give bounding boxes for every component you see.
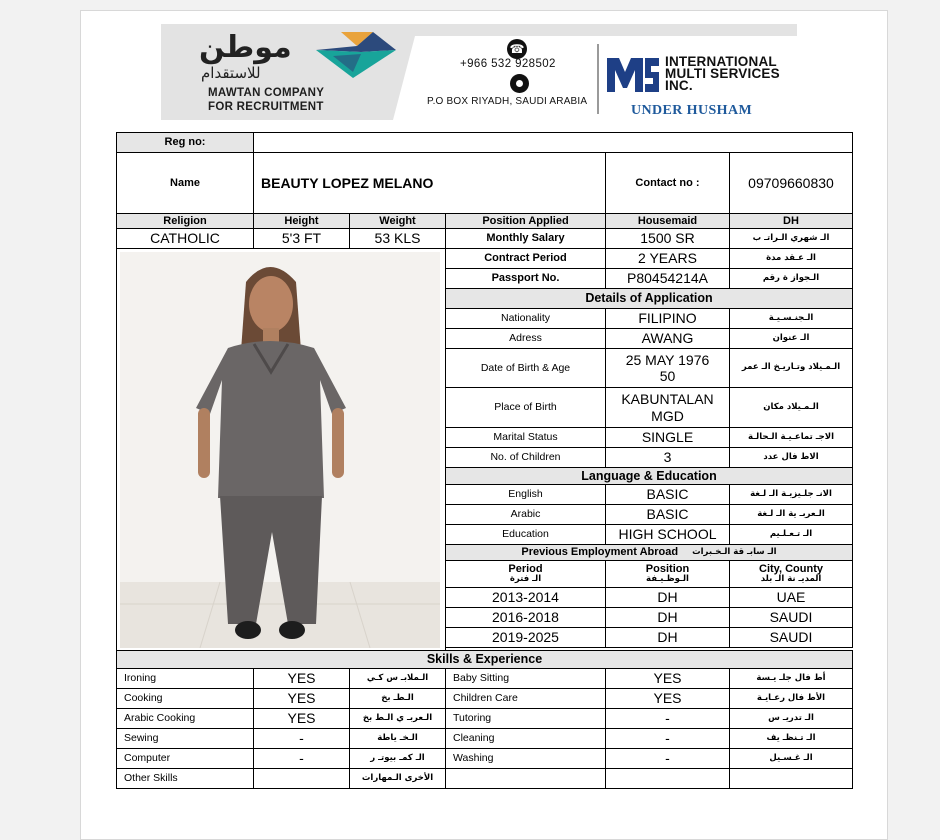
city-header-arabic: المديـ نة الـ بلد xyxy=(760,574,822,585)
english-arabic: الانـ جلـيزيـة الـ لـغة xyxy=(729,484,853,505)
passport-arabic: الـجواز ة رقم xyxy=(729,268,853,289)
skill-arabic: الـخـ ياطة xyxy=(349,728,446,749)
employment-period-header xyxy=(445,560,606,588)
applicant-photo xyxy=(120,252,440,648)
height-header: Height xyxy=(253,213,350,229)
employment-title: Previous Employment Abroad xyxy=(521,546,679,559)
birthplace-line1: KABUNTALAN xyxy=(621,391,714,408)
employment-title-arabic: الـ سابـ قة الـخـبرات xyxy=(692,546,777,557)
children-label: No. of Children xyxy=(445,447,606,468)
passport-value: P80454214A xyxy=(605,268,730,289)
skill-label: Cooking xyxy=(116,688,254,709)
position-code: DH xyxy=(729,213,853,229)
skill-label: Computer xyxy=(116,748,254,769)
position-value: Housemaid xyxy=(605,213,730,229)
nationality-value: FILIPINO xyxy=(605,308,730,329)
ims-line3: INC. xyxy=(665,78,693,93)
employment-position: DH xyxy=(605,627,730,648)
skill-label: Ironing xyxy=(116,668,254,689)
skill-label: Washing xyxy=(445,748,606,769)
name-label: Name xyxy=(116,152,254,214)
children-arabic: الاط فال عدد xyxy=(729,447,853,468)
arabic-logo-subtext: للاستقدام xyxy=(201,64,261,82)
name-value: BEAUTY LOPEZ MELANO xyxy=(253,152,606,214)
arabic-logo-text: موطن xyxy=(199,30,292,65)
dob-label: Date of Birth & Age xyxy=(445,348,606,388)
employment-position-header xyxy=(605,560,730,588)
skill-value: - xyxy=(605,728,730,749)
dob-date: 25 MAY 1976 xyxy=(625,351,710,368)
skill-arabic: الـ كمـ بيوتـ ر xyxy=(349,748,446,769)
skill-arabic: الـعربـ ي الـط بخ xyxy=(349,708,446,729)
skill-arabic: الـ تدريـ س xyxy=(729,708,853,729)
employment-city: SAUDI xyxy=(729,607,853,628)
weight-value: 53 KLS xyxy=(349,228,446,249)
skill-arabic: الـطـ بخ xyxy=(349,688,446,709)
religion-value: CATHOLIC xyxy=(116,228,254,249)
employment-period: 2013-2014 xyxy=(445,587,606,608)
children-value: 3 xyxy=(605,447,730,468)
skill-label: Sewing xyxy=(116,728,254,749)
arabic-arabic: الـعربـ ية الـ لـغة xyxy=(729,504,853,525)
passport-label: Passport No. xyxy=(445,268,606,289)
under-husham-text: UNDER HUSHAM xyxy=(631,103,753,118)
reg-value xyxy=(253,132,853,153)
english-label: English xyxy=(445,484,606,505)
position-header: Position Applied xyxy=(445,213,606,229)
contract-value: 2 YEARS xyxy=(605,248,730,269)
skill-arabic: الـ غـسـيل xyxy=(729,748,853,769)
skill-value: YES xyxy=(253,688,350,709)
arabic-label: Arabic xyxy=(445,504,606,525)
height-value: 5'3 FT xyxy=(253,228,350,249)
skills-section-title: Skills & Experience xyxy=(116,650,853,669)
contact-value: 09709660830 xyxy=(729,152,853,214)
religion-header: Religion xyxy=(116,213,254,229)
skill-label: Tutoring xyxy=(445,708,606,729)
skill-value: - xyxy=(605,708,730,729)
english-value: BASIC xyxy=(605,484,730,505)
salary-label: Monthly Salary xyxy=(445,228,606,249)
company-name-line1: MAWTAN COMPANY xyxy=(208,87,325,99)
company-name-line2: FOR RECRUITMENT xyxy=(208,101,324,113)
skill-label: Arabic Cooking xyxy=(116,708,254,729)
salary-arabic: الـ شهري الـراتـ ب xyxy=(729,228,853,249)
skill-value xyxy=(253,768,350,789)
skill-arabic: الـملابـ س كـي xyxy=(349,668,446,689)
education-value: HIGH SCHOOL xyxy=(605,524,730,545)
nationality-label: Nationality xyxy=(445,308,606,329)
birthplace-line2: MGD xyxy=(651,407,684,424)
position-header-arabic: الـوظـيـفة xyxy=(646,574,689,585)
marital-arabic: الاجـ تماعـيـة الـحالـة xyxy=(729,427,853,448)
skill-arabic: الأط فال رعـايـة xyxy=(729,688,853,709)
skill-arabic: الـ تـنظـ يف xyxy=(729,728,853,749)
birthplace-value xyxy=(605,387,730,428)
skill-label: Children Care xyxy=(445,688,606,709)
skill-arabic: أط فال جلـ يـسة xyxy=(729,668,853,689)
dob-age: 50 xyxy=(659,368,676,384)
birthplace-label: Place of Birth xyxy=(445,387,606,428)
skill-arabic: الأخرى الـمهارات xyxy=(349,768,446,789)
employment-city: UAE xyxy=(729,587,853,608)
period-header-text: Period xyxy=(508,562,543,575)
company-name xyxy=(208,86,324,114)
weight-header: Weight xyxy=(349,213,446,229)
ims-logo-icon xyxy=(605,52,661,96)
address-text: P.O BOX RIYADH, SAUDI ARABIA xyxy=(427,96,588,107)
employment-period: 2016-2018 xyxy=(445,607,606,628)
language-section-title: Language & Education xyxy=(445,467,853,485)
address-arabic: الـ عنوان xyxy=(729,328,853,349)
skill-label: Other Skills xyxy=(116,768,254,789)
employment-city: SAUDI xyxy=(729,627,853,648)
skill-arabic xyxy=(729,768,853,789)
skill-label: Cleaning xyxy=(445,728,606,749)
arabic-value: BASIC xyxy=(605,504,730,525)
ims-line2: MULTI SERVICES xyxy=(665,66,780,81)
address-value: AWANG xyxy=(605,328,730,349)
employment-position: DH xyxy=(605,607,730,628)
position-header-text: Position xyxy=(645,562,690,575)
marital-value: SINGLE xyxy=(605,427,730,448)
birthplace-arabic: الـمـيلاد مكان xyxy=(729,387,853,428)
skill-label: Baby Sitting xyxy=(445,668,606,689)
city-header-text: City, County xyxy=(759,562,823,575)
applicant-photo-image xyxy=(120,252,440,648)
salary-value: 1500 SR xyxy=(605,228,730,249)
application-form xyxy=(116,132,853,793)
marital-label: Marital Status xyxy=(445,427,606,448)
skill-value: YES xyxy=(605,668,730,689)
nationality-arabic: الـجنـسـيـة xyxy=(729,308,853,329)
skill-label xyxy=(445,768,606,789)
employment-position: DH xyxy=(605,587,730,608)
skill-value: YES xyxy=(605,688,730,709)
contract-arabic: الـ عـقد مدة xyxy=(729,248,853,269)
skill-value: - xyxy=(253,748,350,769)
address-label: Adress xyxy=(445,328,606,349)
details-section-title: Details of Application xyxy=(445,288,853,309)
skill-value: - xyxy=(253,728,350,749)
contact-label: Contact no : xyxy=(605,152,730,214)
reg-label: Reg no: xyxy=(116,132,254,153)
employment-section-title xyxy=(445,544,853,561)
location-pin-icon xyxy=(510,74,529,93)
period-header-arabic: الـ فترة xyxy=(509,574,542,585)
education-label: Education xyxy=(445,524,606,545)
phone-number: +966 532 928502 xyxy=(460,58,556,70)
skill-value: YES xyxy=(253,708,350,729)
employment-city-header xyxy=(729,560,853,588)
ims-line1: INTERNATIONAL xyxy=(665,54,777,69)
skill-value xyxy=(605,768,730,789)
education-arabic: الـ تـعـلـيم xyxy=(729,524,853,545)
skill-value: YES xyxy=(253,668,350,689)
skill-value: - xyxy=(605,748,730,769)
phone-icon: ☎ xyxy=(507,39,527,59)
banner-divider xyxy=(597,44,599,114)
dob-arabic: الـمـيلاد وتـاريـخ الـ عمر xyxy=(729,348,853,388)
mawtan-logo-icon xyxy=(311,28,401,88)
ims-company-name xyxy=(665,56,780,92)
dob-value xyxy=(605,348,730,388)
contract-label: Contract Period xyxy=(445,248,606,269)
employment-period: 2019-2025 xyxy=(445,627,606,648)
